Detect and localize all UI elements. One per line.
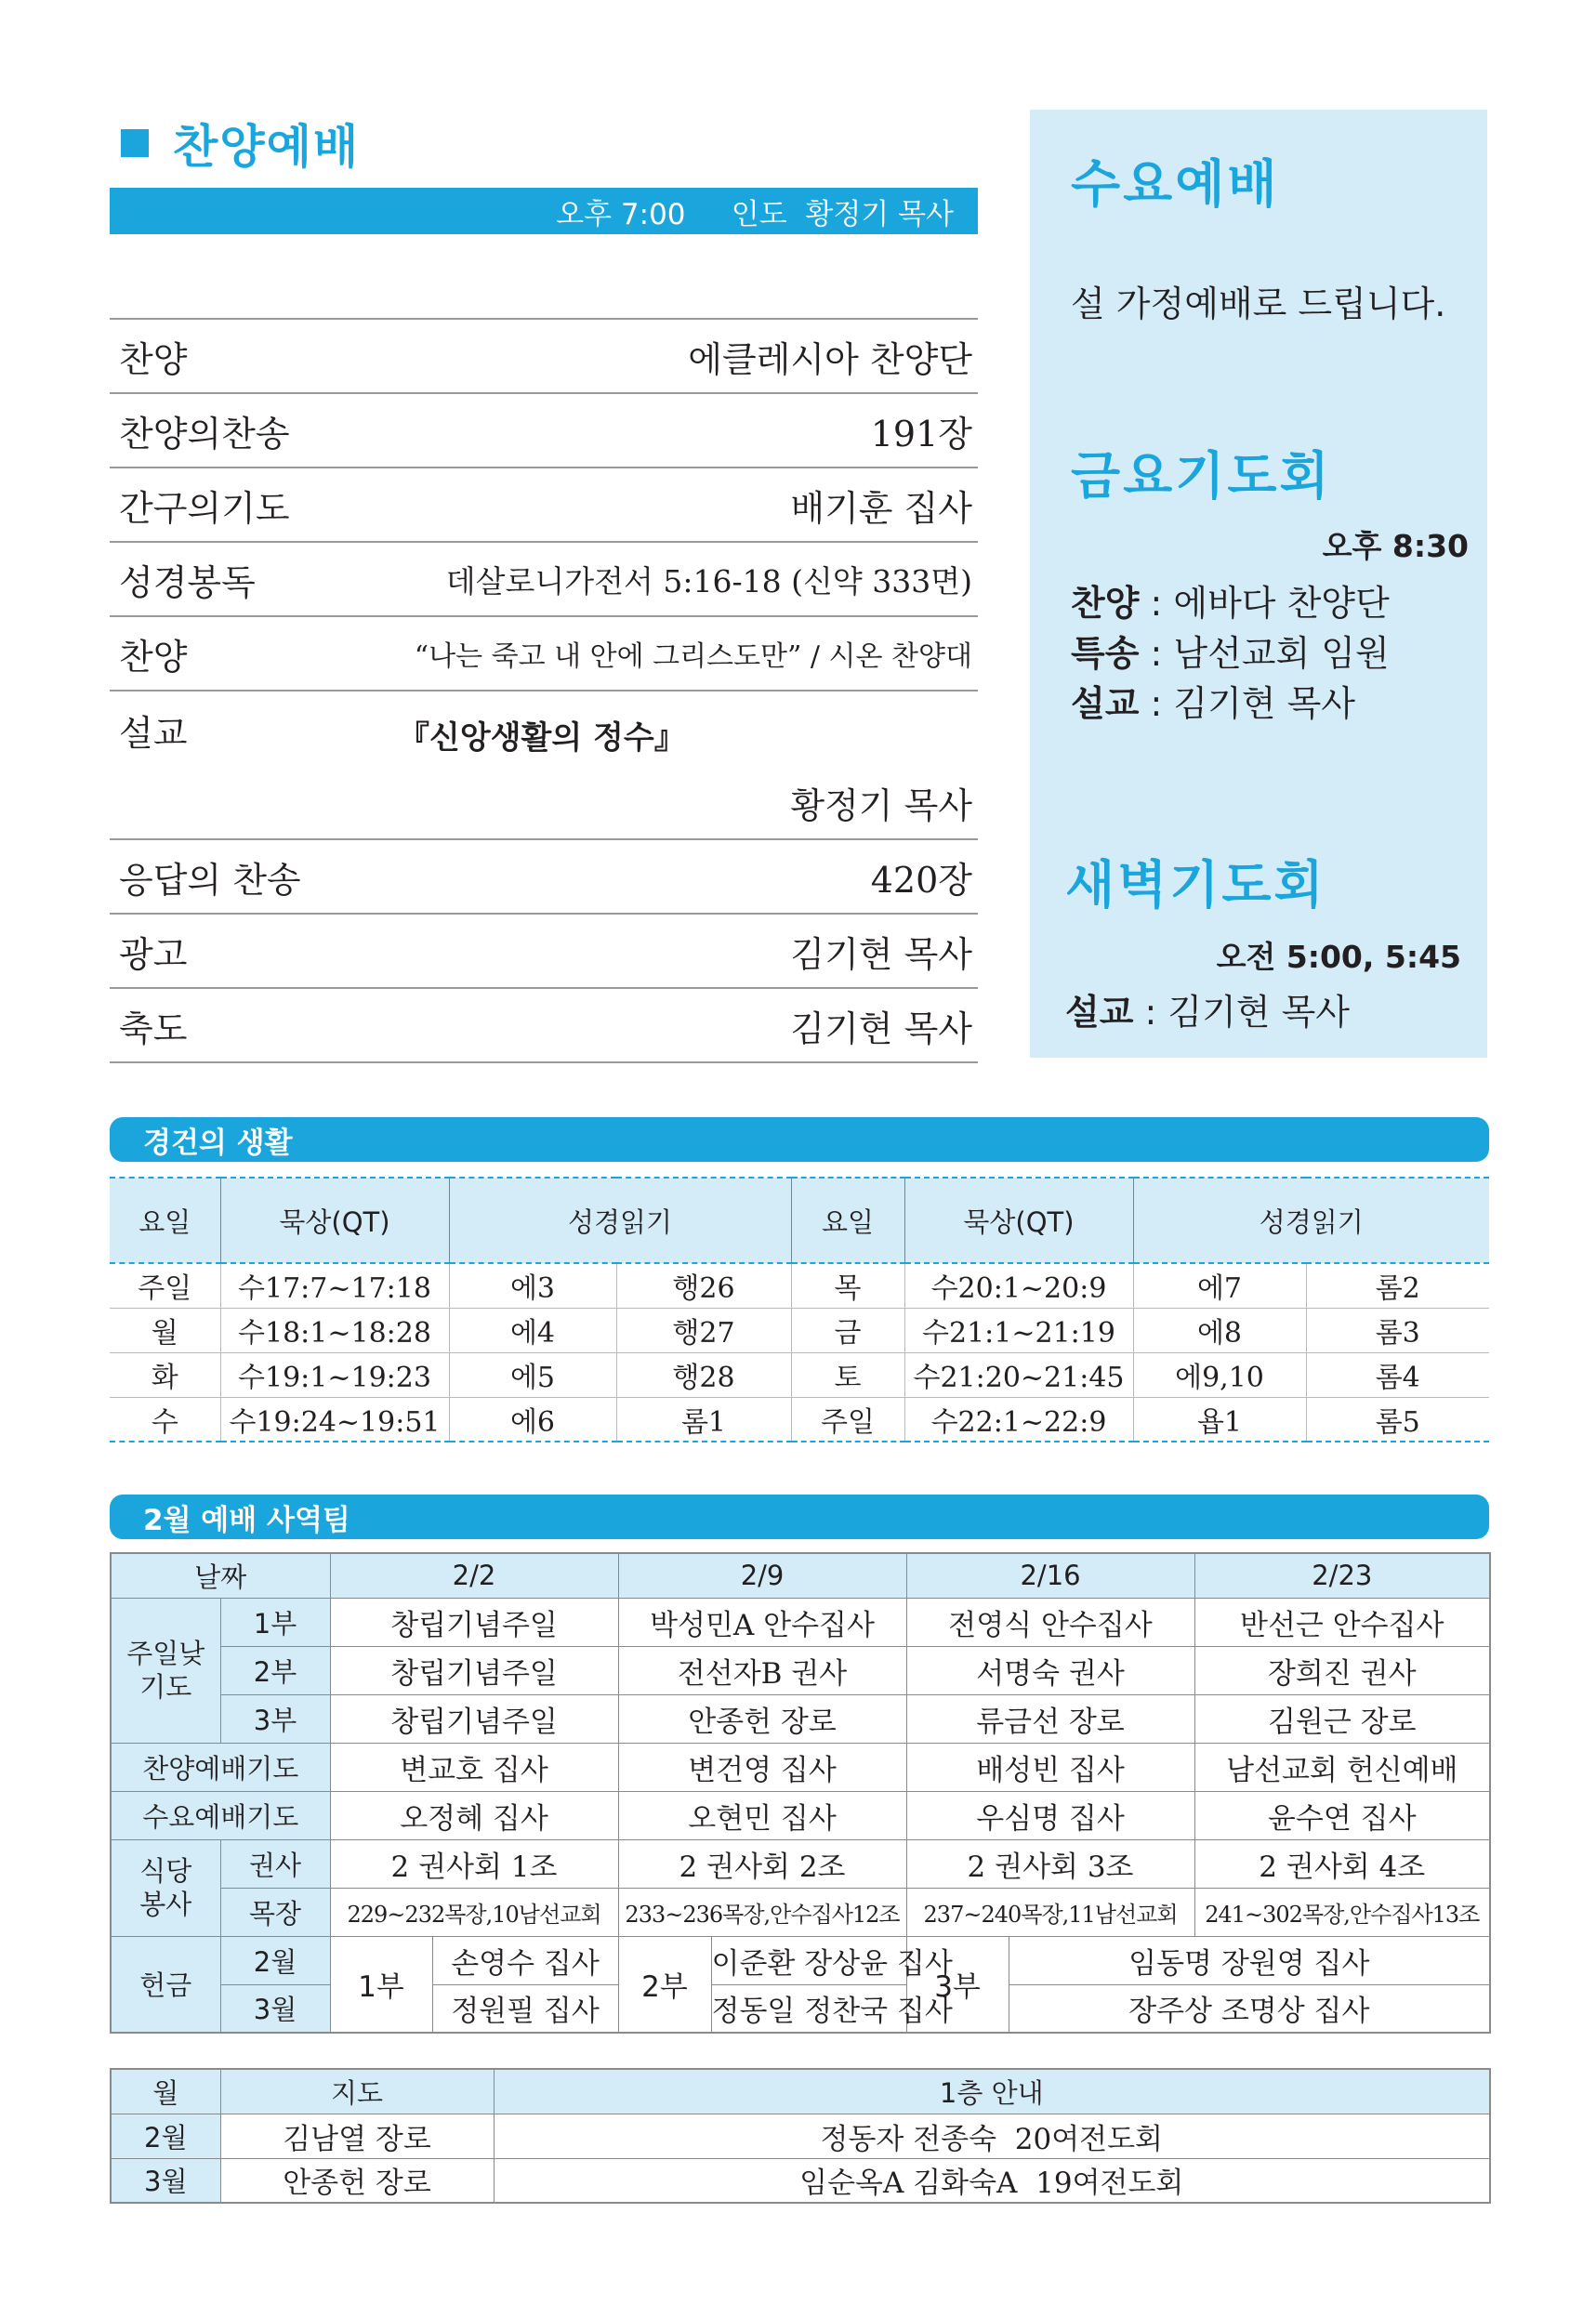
dawn-line — [1065, 983, 1350, 1034]
table-cell: 정동자 전종숙 20여전도회 — [494, 2114, 1490, 2158]
row-group-label: 식당 봉사 — [111, 1839, 220, 1936]
table-cell: 에5 — [449, 1352, 616, 1397]
table-row — [111, 2158, 1490, 2203]
devotion-title-bar: 경건의 생활 — [110, 1117, 1489, 1162]
order-label: 성경봉독 — [119, 561, 256, 603]
table-cell: 행27 — [616, 1308, 791, 1352]
table-cell: 임동명 장원영 집사 — [1009, 1936, 1490, 1984]
table-cell: 수19:1~19:23 — [220, 1352, 449, 1397]
col-header: 요일 — [791, 1178, 904, 1263]
row-group-label: 주일낮 기도 — [111, 1598, 220, 1743]
sermon-title: 『신앙생활의 정수』 — [398, 719, 686, 757]
ministry-title-bar: 2월 예배 사역팀 — [110, 1495, 1489, 1539]
order-label: 찬양의찬송 — [119, 413, 290, 454]
order-row — [110, 989, 978, 1063]
table-row — [111, 1694, 1490, 1743]
table-cell: 반선근 안수집사 — [1194, 1598, 1490, 1646]
table-cell: 2 권사회 2조 — [618, 1839, 906, 1888]
order-of-service — [110, 318, 978, 1063]
table-cell: 창립기념주일 — [330, 1646, 618, 1694]
order-row — [110, 394, 978, 468]
table-cell: 2 권사회 4조 — [1194, 1839, 1490, 1888]
order-label: 설교 — [119, 713, 188, 754]
dawn-line-label: 설교 — [1065, 992, 1134, 1033]
table-cell: 류금선 장로 — [906, 1694, 1194, 1743]
col-header: 요일 — [110, 1178, 220, 1263]
table-cell: 오정혜 집사 — [330, 1791, 618, 1839]
col-header: 지도 — [220, 2069, 494, 2114]
table-cell: 롬2 — [1306, 1263, 1489, 1308]
order-row — [110, 468, 978, 543]
table-cell: 박성민A 안수집사 — [618, 1598, 906, 1646]
order-row — [110, 915, 978, 989]
order-value: 김기현 목사 — [790, 933, 972, 975]
table-row — [111, 2069, 1490, 2114]
table-cell: 창립기념주일 — [330, 1694, 618, 1743]
table-cell: 에7 — [1133, 1263, 1306, 1308]
table-cell: 김남열 장로 — [220, 2114, 494, 2158]
row-label: 수요예배기도 — [111, 1791, 330, 1839]
table-row — [110, 1308, 1489, 1352]
evening-time-bar: 오후 7:00 인도 황정기 목사 — [110, 188, 978, 234]
table-cell: 롬1 — [616, 1397, 791, 1442]
table-cell: 오현민 집사 — [618, 1791, 906, 1839]
table-cell: 수18:1~18:28 — [220, 1308, 449, 1352]
table-row — [110, 1352, 1489, 1397]
table-cell: 전영식 안수집사 — [906, 1598, 1194, 1646]
table-row — [110, 1263, 1489, 1308]
col-header: 1층 안내 — [494, 2069, 1490, 2114]
table-cell: 목 — [791, 1263, 904, 1308]
table-cell: 안종헌 장로 — [220, 2158, 494, 2203]
table-row — [111, 1598, 1490, 1646]
table-cell: 욥1 — [1133, 1397, 1306, 1442]
table-cell: 배성빈 집사 — [906, 1743, 1194, 1791]
table-row — [111, 1839, 1490, 1888]
offering-part: 1부 — [330, 1936, 432, 2033]
order-value: 배기훈 집사 — [790, 487, 972, 529]
ministry-table — [110, 1552, 1491, 2034]
friday-line — [1071, 574, 1390, 626]
table-cell: 229~232목장,10남선교회 — [330, 1888, 618, 1936]
table-cell: 3월 — [111, 2158, 220, 2203]
order-value: 데살로니가전서 5:16-18 (신약 333면) — [445, 562, 972, 599]
table-cell: 수17:7~17:18 — [220, 1263, 449, 1308]
offering-part: 3부 — [906, 1936, 1009, 2033]
order-label: 찬양 — [119, 338, 188, 380]
table-cell: 233~236목장,안수집사12조 — [618, 1888, 906, 1936]
col-header: 묵상(QT) — [904, 1178, 1133, 1263]
side-panel — [1030, 110, 1487, 1058]
table-cell: 237~240목장,11남선교회 — [906, 1888, 1194, 1936]
wednesday-title: 수요예배 — [1071, 154, 1280, 214]
evening-service — [110, 110, 978, 1063]
table-cell: 행28 — [616, 1352, 791, 1397]
dawn-line-value: : 김기현 목사 — [1133, 992, 1351, 1033]
table-cell: 241~302목장,안수집사13조 — [1194, 1888, 1490, 1936]
table-cell: 전선자B 권사 — [618, 1646, 906, 1694]
row-label: 1부 — [220, 1598, 330, 1646]
friday-line-label: 설교 — [1071, 683, 1140, 724]
table-cell: 우심명 집사 — [906, 1791, 1194, 1839]
devotion-header-row — [110, 1178, 1489, 1263]
table-cell: 수22:1~22:9 — [904, 1397, 1133, 1442]
friday-time: 오후 8:30 — [1322, 528, 1469, 564]
date-header: 2/9 — [618, 1553, 906, 1598]
order-row — [110, 617, 978, 692]
table-cell: 이준환 장상윤 집사 — [711, 1936, 906, 1984]
order-value: 김기현 목사 — [790, 1008, 972, 1049]
guide-table — [110, 2068, 1491, 2204]
friday-line — [1071, 625, 1390, 676]
table-row — [111, 1888, 1490, 1936]
col-header: 성경읽기 — [449, 1178, 791, 1263]
table-cell: 주일 — [791, 1397, 904, 1442]
table-cell: 임순옥A 김화숙A 19여전도회 — [494, 2158, 1490, 2203]
date-header: 2/16 — [906, 1553, 1194, 1598]
evening-service-heading — [110, 110, 978, 177]
table-cell: 롬4 — [1306, 1352, 1489, 1397]
table-cell: 정동일 정찬국 집사 — [711, 1984, 906, 2033]
table-cell: 변교호 집사 — [330, 1743, 618, 1791]
table-cell: 수 — [110, 1397, 220, 1442]
table-cell: 2 권사회 3조 — [906, 1839, 1194, 1888]
date-header: 2/23 — [1194, 1553, 1490, 1598]
table-row — [111, 1646, 1490, 1694]
table-cell: 수21:20~21:45 — [904, 1352, 1133, 1397]
dawn-title: 새벽기도회 — [1065, 855, 1326, 915]
row-label: 3월 — [220, 1984, 330, 2033]
table-cell: 수19:24~19:51 — [220, 1397, 449, 1442]
col-header: 월 — [111, 2069, 220, 2114]
order-value: 191장 — [870, 413, 972, 454]
table-cell: 2 권사회 1조 — [330, 1839, 618, 1888]
col-header: 성경읽기 — [1133, 1178, 1489, 1263]
order-label: 응답의 찬송 — [119, 859, 301, 901]
table-cell: 변건영 집사 — [618, 1743, 906, 1791]
order-label: 간구의기도 — [119, 487, 290, 529]
devotion-table — [110, 1177, 1489, 1442]
row-label: 권사 — [220, 1839, 330, 1888]
order-row — [110, 320, 978, 394]
table-cell: 토 — [791, 1352, 904, 1397]
order-row — [110, 543, 978, 617]
table-cell: 행26 — [616, 1263, 791, 1308]
order-value: “나는 죽고 내 안에 그리스도만” / 시온 찬양대 — [414, 640, 972, 673]
order-label: 찬양 — [119, 636, 188, 678]
table-cell: 윤수연 집사 — [1194, 1791, 1490, 1839]
wednesday-text: 설 가정예배로 드립니다. — [1071, 283, 1446, 324]
order-label: 광고 — [119, 933, 188, 975]
table-cell: 롬3 — [1306, 1308, 1489, 1352]
order-value: 황정기 목사 — [790, 785, 972, 826]
friday-line — [1071, 675, 1355, 726]
order-row-sermon — [110, 692, 978, 840]
row-label: 3부 — [220, 1694, 330, 1743]
table-cell: 안종헌 장로 — [618, 1694, 906, 1743]
table-cell: 서명숙 권사 — [906, 1646, 1194, 1694]
square-bullet-icon — [121, 129, 149, 157]
table-cell: 창립기념주일 — [330, 1598, 618, 1646]
friday-title: 금요기도회 — [1071, 446, 1332, 506]
offering-part: 2부 — [618, 1936, 711, 2033]
friday-line-value: : 남선교회 임원 — [1139, 633, 1390, 674]
row-label: 2부 — [220, 1646, 330, 1694]
table-cell: 에4 — [449, 1308, 616, 1352]
friday-line-value: : 에바다 찬양단 — [1139, 583, 1390, 624]
table-cell: 에6 — [449, 1397, 616, 1442]
table-cell: 김원근 장로 — [1194, 1694, 1490, 1743]
table-cell: 남선교회 헌신예배 — [1194, 1743, 1490, 1791]
order-value: 에클레시아 찬양단 — [688, 338, 972, 380]
date-header: 날짜 — [111, 1553, 330, 1598]
table-cell: 장희진 권사 — [1194, 1646, 1490, 1694]
row-label: 2월 — [220, 1936, 330, 1984]
friday-line-value: : 김기현 목사 — [1139, 683, 1356, 724]
table-row — [111, 1791, 1490, 1839]
table-cell: 에9,10 — [1133, 1352, 1306, 1397]
col-header: 묵상(QT) — [220, 1178, 449, 1263]
table-cell: 주일 — [110, 1263, 220, 1308]
row-label: 찬양예배기도 — [111, 1743, 330, 1791]
table-cell: 정원필 집사 — [432, 1984, 618, 2033]
dawn-time: 오전 5:00, 5:45 — [1216, 939, 1461, 975]
row-group-label: 헌금 — [111, 1936, 220, 2033]
table-cell: 수21:1~21:19 — [904, 1308, 1133, 1352]
table-cell: 손영수 집사 — [432, 1936, 618, 1984]
table-cell: 월 — [110, 1308, 220, 1352]
table-row — [111, 1743, 1490, 1791]
table-cell: 롬5 — [1306, 1397, 1489, 1442]
friday-line-label: 찬양 — [1071, 583, 1140, 624]
table-row — [111, 1553, 1490, 1598]
evening-service-title: 찬양예배 — [173, 120, 361, 174]
order-value: 420장 — [870, 859, 972, 901]
friday-line-label: 특송 — [1071, 633, 1140, 674]
table-cell: 에3 — [449, 1263, 616, 1308]
table-cell: 2월 — [111, 2114, 220, 2158]
table-cell: 금 — [791, 1308, 904, 1352]
table-cell: 장주상 조명상 집사 — [1009, 1984, 1490, 2033]
table-cell: 에8 — [1133, 1308, 1306, 1352]
table-cell: 화 — [110, 1352, 220, 1397]
row-label: 목장 — [220, 1888, 330, 1936]
table-row — [111, 2114, 1490, 2158]
table-row — [111, 1936, 1490, 1984]
table-cell: 수20:1~20:9 — [904, 1263, 1133, 1308]
date-header: 2/2 — [330, 1553, 618, 1598]
order-label: 축도 — [119, 1008, 188, 1049]
order-row — [110, 840, 978, 915]
table-row — [111, 1984, 1490, 2033]
table-row — [110, 1397, 1489, 1442]
